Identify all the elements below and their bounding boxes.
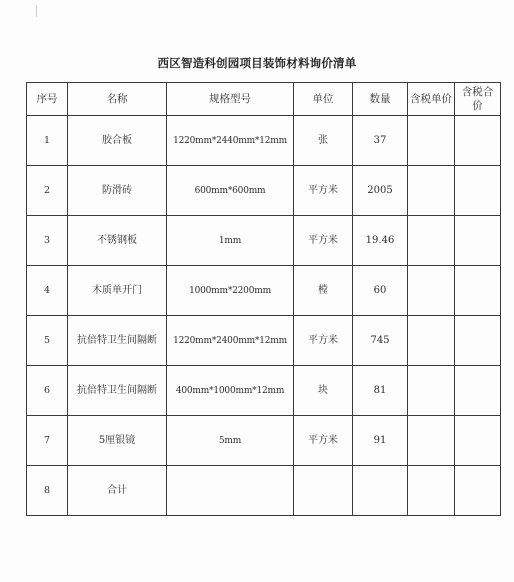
table-row (27, 266, 501, 316)
row-index: 2 (27, 166, 68, 216)
table-row-total (27, 466, 501, 516)
row-spec: 1220mm*2400mm*12mm (167, 316, 294, 366)
row-qty: 745 (353, 316, 408, 366)
row-qty (353, 466, 408, 516)
row-spec: 1000mm*2200mm (167, 266, 294, 316)
header-spec: 规格型号 (167, 83, 294, 116)
row-index: 1 (27, 116, 68, 166)
row-spec: 600mm*600mm (167, 166, 294, 216)
row-spec: 5mm (167, 416, 294, 466)
row-index: 4 (27, 266, 68, 316)
row-name: 防滑砖 (68, 166, 167, 216)
row-qty: 37 (353, 116, 408, 166)
row-unit-price (408, 166, 455, 216)
row-index: 6 (27, 366, 68, 416)
table-row (27, 366, 501, 416)
row-name: 抗倍特卫生间隔断 (68, 316, 167, 366)
row-name: 抗倍特卫生间隔断 (68, 366, 167, 416)
row-unit: 樘 (294, 266, 353, 316)
header-index: 序号 (27, 83, 68, 116)
row-spec (167, 466, 294, 516)
row-qty: 2005 (353, 166, 408, 216)
row-name: 胶合板 (68, 116, 167, 166)
row-unit (294, 466, 353, 516)
row-unit-price (408, 316, 455, 366)
row-unit-price (408, 416, 455, 466)
inquiry-table (26, 82, 501, 516)
row-index: 3 (27, 216, 68, 266)
row-unit-price (408, 266, 455, 316)
row-index: 5 (27, 316, 68, 366)
row-unit: 张 (294, 116, 353, 166)
scan-mark (36, 5, 37, 17)
header-unit-price: 含税单价 (408, 83, 455, 116)
table-row (27, 166, 501, 216)
row-qty: 60 (353, 266, 408, 316)
row-total-price (455, 216, 501, 266)
row-unit-price (408, 466, 455, 516)
row-total-price (455, 416, 501, 466)
row-unit: 平方米 (294, 316, 353, 366)
row-spec: 400mm*1000mm*12mm (167, 366, 294, 416)
table-row (27, 216, 501, 266)
row-unit-price (408, 216, 455, 266)
row-qty: 81 (353, 366, 408, 416)
row-spec: 1220mm*2440mm*12mm (167, 116, 294, 166)
row-unit: 块 (294, 366, 353, 416)
row-unit: 平方米 (294, 416, 353, 466)
row-total-price (455, 316, 501, 366)
row-name: 不锈钢板 (68, 216, 167, 266)
row-index: 8 (27, 466, 68, 516)
row-total-price (455, 366, 501, 416)
table-row (27, 416, 501, 466)
row-qty: 19.46 (353, 216, 408, 266)
row-total-price (455, 466, 501, 516)
header-qty: 数量 (353, 83, 408, 116)
row-unit-price (408, 366, 455, 416)
header-name: 名称 (68, 83, 167, 116)
header-unit: 单位 (294, 83, 353, 116)
table-row (27, 316, 501, 366)
row-qty: 91 (353, 416, 408, 466)
document-title: 西区智造科创园项目装饰材料询价清单 (157, 56, 357, 70)
row-unit: 平方米 (294, 166, 353, 216)
row-total-price (455, 266, 501, 316)
row-total-price (455, 166, 501, 216)
row-index: 7 (27, 416, 68, 466)
row-name: 木质单开门 (68, 266, 167, 316)
row-name: 5厘银镜 (68, 416, 167, 466)
table-row (27, 116, 501, 166)
row-total-price (455, 116, 501, 166)
row-name: 合计 (68, 466, 167, 516)
row-spec: 1mm (167, 216, 294, 266)
table-header-row (27, 83, 501, 116)
row-unit-price (408, 116, 455, 166)
header-total-price: 含税合价 (455, 83, 501, 116)
row-unit: 平方米 (294, 216, 353, 266)
